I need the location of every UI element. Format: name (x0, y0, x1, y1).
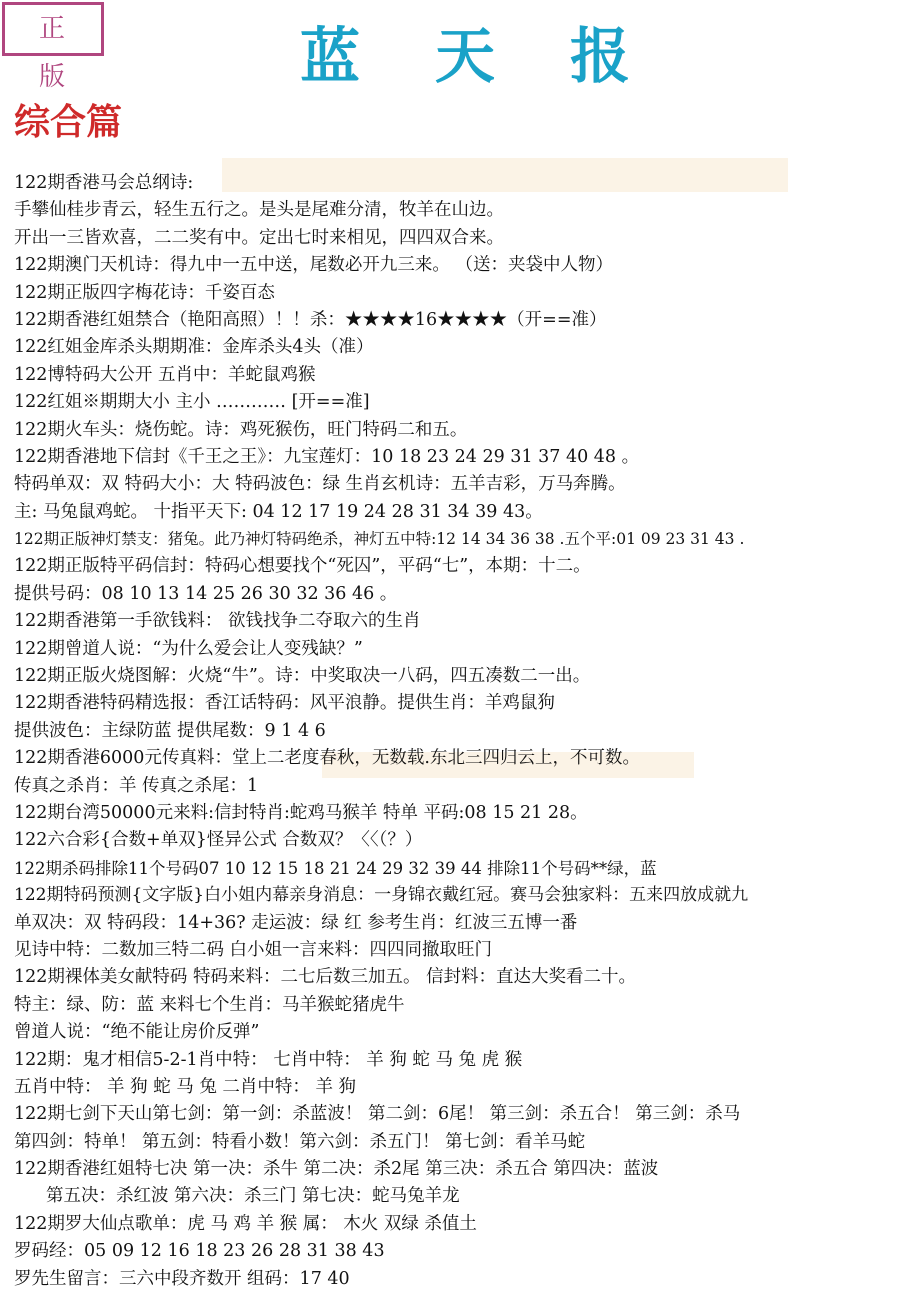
text-line: 122红姐※期期大小 主小 ………… [开==准] (14, 392, 370, 413)
title-char: 天 (435, 22, 495, 92)
text-line: 主: 马兔鼠鸡蛇。 十指平天下: 04 12 17 19 24 28 31 34 39 43。 (14, 501, 543, 522)
text-line: 罗码经：05 09 12 16 18 23 26 28 31 38 43 (14, 1241, 385, 1262)
text-line: 122期罗大仙点歌单：虎 马 鸡 羊 猴 属： 木火 双绿 杀值土 (14, 1213, 477, 1234)
text-line: 见诗中特：二数加三特二码 白小姐一言来料：四四同撤取旺门 (14, 939, 493, 960)
text-line: 提供波色：主绿防蓝 提供尾数：9 1 4 6 (14, 720, 326, 741)
section-heading: 综合篇 (14, 102, 123, 143)
text-line: 传真之杀肖：羊 传真之杀尾：1 (14, 775, 259, 796)
text-line: 单双决：双 特码段：14+36? 走运波：绿 红 参考生肖：红波三五博一番 (14, 912, 578, 933)
text-line: 122期杀码排除11个号码07 10 12 15 18 21 24 29 32 39 44 排除11个号码**绿，蓝 (14, 858, 657, 878)
text-line: 122红姐金库杀头期期准：金库杀头4头（准） (14, 337, 374, 358)
title-char: 报 (570, 22, 630, 92)
text-line: 122期香港红姐禁合（艳阳高照）！！杀：★★★★16★★★★（开==准） (14, 309, 607, 330)
text-line: 122期香港地下信封《千王之王》：九宝莲灯：10 18 23 24 29 31 37 40 48 。 (14, 446, 640, 467)
text-line: 提供号码：08 10 13 14 25 26 30 32 36 46 。 (14, 583, 398, 604)
newspaper-title (300, 12, 630, 92)
text-line: 122期香港6000元传真料：堂上二老度春秋，无数载.东北三四归云上，不可数。 (14, 748, 640, 769)
text-line: 122期：鬼才相信5-2-1肖中特： 七肖中特： 羊 狗 蛇 马 兔 虎 猴 (14, 1049, 523, 1070)
text-line: 122六合彩{合数+单双}怪异公式 合数双？〈〈（？） (14, 830, 423, 851)
text-line: 122期火车头：烧伤蛇。诗：鸡死猴伤，旺门特码二和五。 (14, 419, 468, 440)
text-line: 五肖中特： 羊 狗 蛇 马 兔 二肖中特： 羊 狗 (14, 1076, 357, 1097)
text-line: 特主：绿、防：蓝 来料七个生肖：马羊猴蛇猪虎牛 (14, 994, 405, 1015)
text-line: 122期正版四字梅花诗：千姿百态 (14, 282, 275, 303)
edition-badge: 正 版 (2, 2, 104, 56)
text-line: 122期正版神灯禁支：猪兔。此乃神灯特码绝杀，神灯五中特:12 14 34 36 38 .五个平:01 09 23 31 43 . (14, 530, 745, 549)
text-line: 122期七剑下天山第七剑：第一剑：杀蓝波！ 第二剑：6尾！ 第三剑：杀五合！ 第三剑：杀马 (14, 1104, 741, 1125)
text-line: 122期香港第一手欲钱料： 欲钱找争二夺取六的生肖 (14, 611, 421, 632)
text-line: 第五决：杀红波 第六决：杀三门 第七决：蛇马兔羊龙 (46, 1186, 460, 1207)
text-line: 罗先生留言：三六中段齐数开 组码：17 40 (14, 1268, 350, 1289)
text-line: 曾道人说：“绝不能让房价反弹” (14, 1022, 260, 1043)
title-char: 蓝 (300, 22, 360, 92)
text-line: 122期裸体美女献特码 特码来料：二七后数三加五。 信封料：直达大奖看二十。 (14, 967, 637, 988)
text-line: 第四剑：特单！ 第五剑：特看小数！第六剑：杀五门！ 第七剑：看羊马蛇 (14, 1131, 586, 1152)
text-line: 122期正版特平码信封：特码心想要找个“死囚”，平码“七”，本期：十二。 (14, 556, 591, 577)
text-line: 122期香港马会总纲诗: (14, 173, 194, 193)
text-line: 122期香港特码精选报：香江话特码：风平浪静。提供生肖：羊鸡鼠狗 (14, 693, 555, 714)
text-line: 122期香港红姐特七决 第一决：杀牛 第二决：杀2尾 第三决：杀五合 第四决：蓝波 (14, 1159, 659, 1180)
article-body (14, 170, 900, 1293)
text-line: 特码单双：双 特码大小：大 特码波色：绿 生肖玄机诗：五羊吉彩，万马奔腾。 (14, 474, 626, 495)
text-line: 手攀仙桂步青云，轻生五行之。是头是尾难分清，牧羊在山边。 (14, 200, 504, 221)
text-line: 122期澳门天机诗：得九中一五中送，尾数必开九三来。 （送：夹袋中人物） (14, 255, 613, 276)
text-line: 122期正版火烧图解：火烧“牛”。诗：中奖取决一八码，四五凑数二一出。 (14, 666, 591, 687)
text-line: 开出一三皆欢喜，二二奖有中。定出七时来相见，四四双合来。 (14, 227, 504, 248)
text-line: 122期曾道人说：“为什么爱会让人变残缺？” (14, 638, 363, 659)
text-line: 122期台湾50000元来料:信封特肖:蛇鸡马猴羊 特单 平码:08 15 21 28。 (14, 802, 588, 823)
text-line: 122博特码大公开 五肖中：羊蛇鼠鸡猴 (14, 364, 316, 385)
text-line: 122期特码预测{文字版}白小姐内幕亲身消息：一身锦衣戴红冠。赛马会独家料：五来四放成就九 (14, 885, 749, 906)
